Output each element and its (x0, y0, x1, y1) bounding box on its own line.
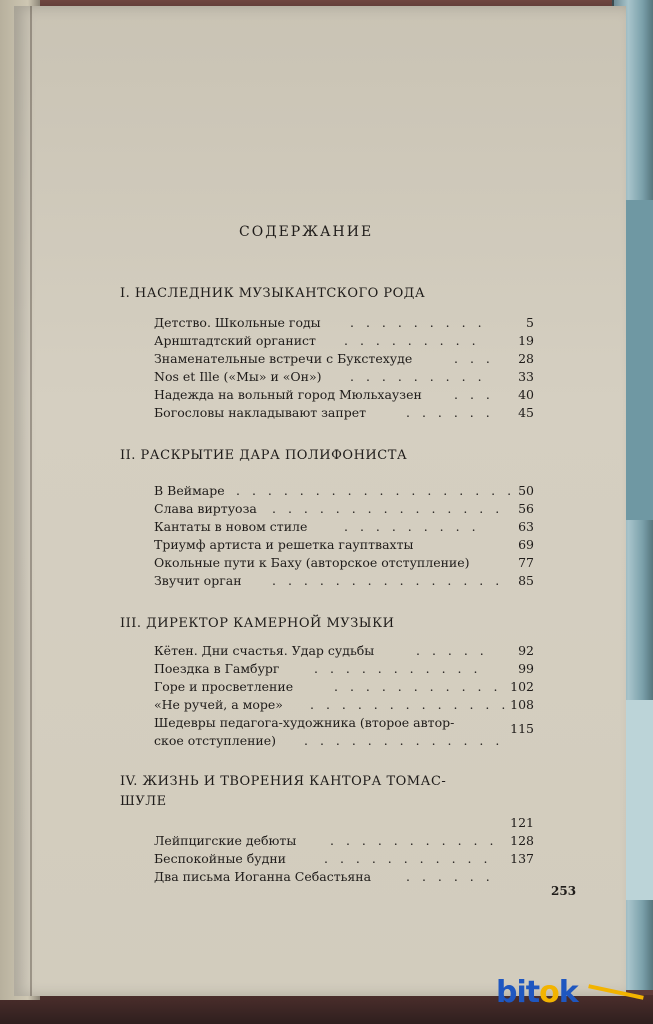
toc-entry-text: Слава виртуоза (154, 501, 257, 516)
toc-entry-text: Беспокойные будни (154, 851, 287, 866)
toc-entry-text: Звучит орган (154, 573, 242, 588)
toc-entry-text: Детство. Школьные годы (154, 315, 321, 330)
toc-entry: Два письма Иоганна Себастьяна . . . . . . (154, 869, 494, 884)
toc-entry-page: 69 (518, 537, 534, 552)
toc-entry-text: ское отступление) (154, 733, 277, 748)
toc-entry-page: 137 (510, 851, 534, 866)
watermark-logo: bitok (496, 975, 578, 1010)
toc-entry-page: 33 (518, 369, 534, 384)
toc-entry-text: Шедевры педагога-художника (второе автор- (154, 715, 455, 730)
toc-entry (154, 714, 534, 736)
toc-entry: Лейпцигские дебюты . . . . . . . . . . . 128 (154, 833, 534, 848)
toc-entry: Горе и просветление . . . . . . . . . . . 102 (154, 679, 534, 694)
toc-entry: Кётен. Дни счастья. Удар судьбы . . . . . 92 (154, 643, 534, 658)
toc-entry-text: Триумф артиста и решетка гауптвахты (154, 537, 414, 552)
toc-entry (154, 536, 534, 554)
toc-entry-text: Надежда на вольный город Мюльхаузен (154, 387, 422, 402)
book-cover-stripe (622, 200, 653, 520)
toc-entry-page: 63 (518, 519, 534, 534)
toc-entry: Поездка в Гамбург . . . . . . . . . . . 99 (154, 661, 534, 676)
toc-entry-text: В Веймаре (154, 483, 225, 498)
toc-entry: «Не ручей, а море» . . . . . . . . . . . . . 108 (154, 697, 534, 712)
toc-entry-page: 28 (518, 351, 534, 366)
toc-entry: Беспокойные будни . . . . . . . . . . . 137 (154, 851, 534, 866)
book-cover-stripe-light (622, 700, 653, 900)
toc-entry-text: Знаменательные встречи с Букстехуде (154, 351, 413, 366)
toc-entry: Слава виртуоза . . . . . . . . . . . . . . . 56 (154, 501, 534, 516)
toc-entry-text: «Не ручей, а море» (154, 697, 283, 712)
toc-entry-page: 128 (510, 833, 534, 848)
toc-entry-text: Кётен. Дни счастья. Удар судьбы (154, 643, 375, 658)
toc-entry-text: Арнштадтский органист (154, 333, 316, 348)
toc-entry-page: 121 (510, 815, 534, 830)
toc-entry-page: 45 (518, 405, 534, 420)
toc-entry-continued: ское отступление) . . . . . . . . . . . . . (154, 733, 504, 748)
toc-entry-page: 56 (518, 501, 534, 516)
toc-entry: Арнштадтский органист . . . . . . . . . 19 (154, 333, 534, 348)
toc-entry-page: 85 (518, 573, 534, 588)
toc-entry: В Веймаре . . . . . . . . . . . . . . . . . . 50 (154, 483, 534, 498)
toc-entry-text: Богословы накладывают запрет (154, 405, 367, 420)
toc-entry: Детство. Школьные годы . . . . . . . . . 5 (154, 315, 534, 330)
toc-entry-text: Кантаты в новом стиле (154, 519, 308, 534)
toc-entry: Кантаты в новом стиле . . . . . . . . . 63 (154, 519, 534, 534)
toc-entry-page: 40 (518, 387, 534, 402)
toc-entry: Звучит орган . . . . . . . . . . . . . . . 85 (154, 573, 534, 588)
toc-entry-text: Два письма Иоганна Себастьяна (154, 869, 372, 884)
toc-entry-page: 19 (518, 333, 534, 348)
toc-entry-text: Горе и просветление (154, 679, 294, 694)
toc-entry-page: 77 (518, 555, 534, 570)
toc-entry-text: Окольные пути к Баху (авторское отступление) (154, 555, 470, 570)
page-gutter (30, 6, 32, 996)
toc-entry-text: Поездка в Гамбург (154, 661, 280, 676)
toc-entry-page: 92 (518, 643, 534, 658)
section-title-4: IV. ЖИЗНЬ И ТВОРЕНИЯ КАНТОРА ТОМАС- (120, 774, 447, 789)
page-number: 253 (551, 884, 577, 898)
toc-entry: Богословы накладывают запрет . . . . . . 45 (154, 405, 534, 420)
toc-entry: Знаменательные встречи с Букстехуде . . . 28 (154, 351, 534, 366)
toc-entry-page: 102 (510, 679, 534, 694)
section-title-4-cont: ШУЛЕ (120, 794, 167, 809)
section-title-3: III. ДИРЕКТОР КАМЕРНОЙ МУЗЫКИ (120, 616, 395, 631)
toc-entry-text: Nos et Ille («Мы» и «Он») (154, 369, 322, 384)
toc-entry: Nos et Ille («Мы» и «Он») . . . . . . . . . 33 (154, 369, 534, 384)
toc-entry-text: Лейпцигские дебюты (154, 833, 297, 848)
toc-entry-page: 108 (510, 697, 534, 712)
toc-entry-page: 5 (526, 315, 534, 330)
toc-entry-page: 50 (518, 483, 534, 498)
toc-entry: Надежда на вольный город Мюльхаузен . . . 40 (154, 387, 534, 402)
book-page (14, 6, 626, 996)
toc-entry-page: 115 (510, 721, 534, 736)
toc-entry (154, 554, 534, 572)
section-title-1: I. НАСЛЕДНИК МУЗЫКАНТСКОГО РОДА (120, 286, 426, 301)
section-title-2: II. РАСКРЫТИЕ ДАРА ПОЛИФОНИСТА (120, 448, 408, 463)
contents-heading: СОДЕРЖАНИЕ (239, 224, 374, 240)
toc-entry-page: 99 (518, 661, 534, 676)
